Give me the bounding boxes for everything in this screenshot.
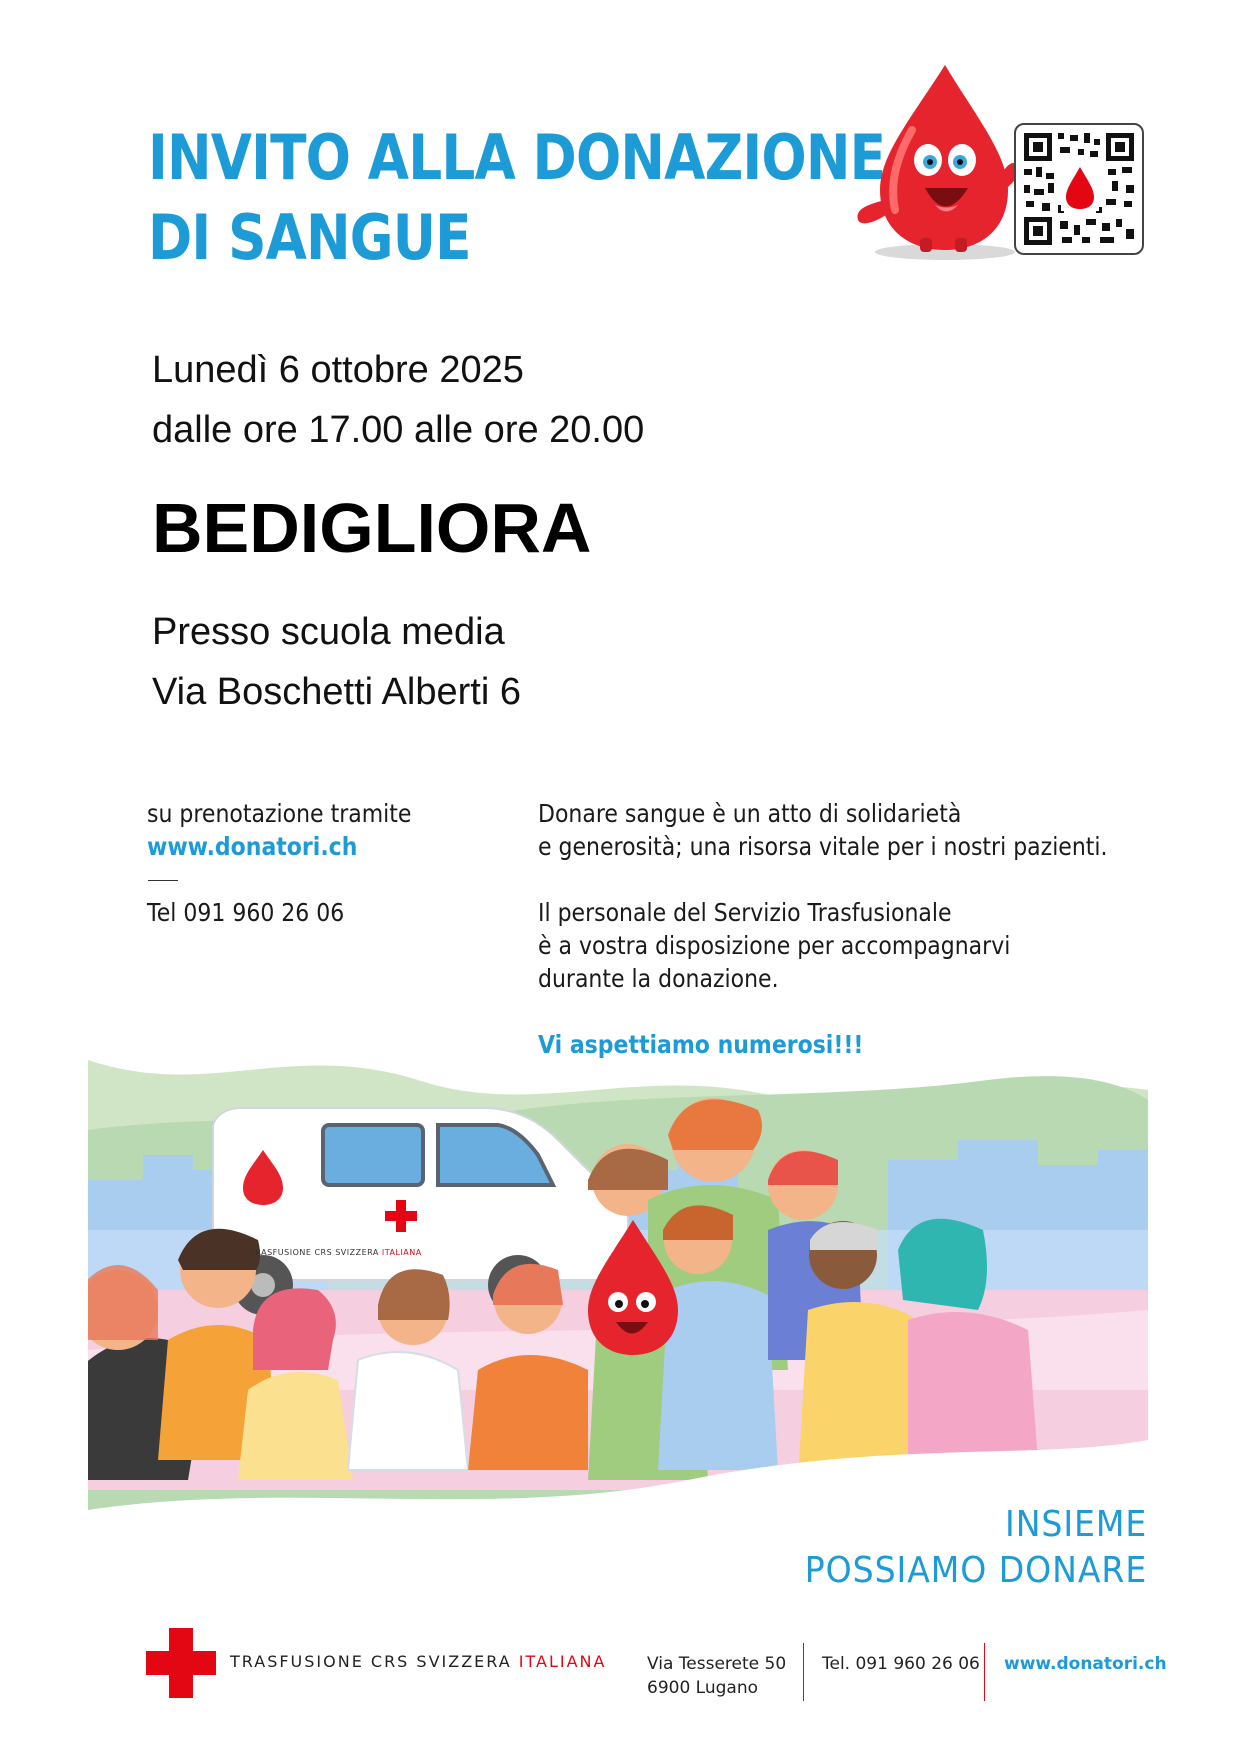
event-time: dalle ore 17.00 alle ore 20.00 [152,409,645,451]
footer-org-accent: ITALIANA [518,1652,607,1671]
footer-website-link[interactable]: www.donatori.ch [1004,1654,1167,1674]
footer-divider-1 [803,1643,804,1701]
donors-illustration [88,1040,1168,1560]
van-label [250,1248,422,1257]
footer-org-main: TRASFUSIONE CRS SVIZZERA [230,1652,512,1671]
event-date: Lunedì 6 ottobre 2025 [152,349,524,391]
qr-code-icon[interactable] [1014,123,1144,255]
info-p2-line1: Il personale del Servizio Trasfusionale [538,898,952,927]
footer-divider-2 [984,1643,985,1701]
booking-phone: Tel 091 960 26 06 [147,898,345,927]
title-line-1: INVITO ALLA DONAZIONE [148,121,886,194]
van-label-accent: ITALIANA [381,1248,422,1257]
footer-phone: Tel. 091 960 26 06 [822,1654,980,1674]
booking-link[interactable]: www.donatori.ch [147,832,358,861]
slogan [805,1502,1147,1594]
info-paragraph-1 [538,797,1108,863]
info-paragraph-2 [538,896,1108,995]
slogan-line-2: POSSIAMO DONARE [804,1550,1147,1591]
event-venue: Presso scuola media [152,611,505,653]
footer-organization [230,1652,606,1671]
footer-address-line1: Via Tesserete 50 [647,1654,787,1674]
event-location: BEDIGLIORA [152,489,592,567]
footer-address [647,1652,786,1700]
event-address: Via Boschetti Alberti 6 [152,671,521,713]
call-to-action: Vi aspettiamo numerosi!!! [538,1030,864,1059]
slogan-line-1: INSIEME [1004,1504,1147,1545]
footer-address-line2: 6900 Lugano [647,1678,758,1698]
blood-drop-mascot-icon [850,60,1020,260]
info-p1-line2: e generosità; una risorsa vitale per i nostri pazienti. [538,832,1108,861]
info-p2-line2: è a vostra disposizione per accompagnarvi [538,931,1011,960]
event-datetime [152,340,644,460]
red-cross-logo-icon [146,1628,216,1698]
event-address-block [152,602,521,722]
booking-intro: su prenotazione tramite [147,799,412,828]
info-p2-line3: durante la donazione. [538,964,779,993]
booking-info [147,797,411,863]
page-title [148,118,886,278]
van-label-main: TRASFUSIONE CRS SVIZZERA [250,1248,379,1257]
info-p1-line1: Donare sangue è un atto di solidarietà [538,799,962,828]
title-line-2: DI SANGUE [148,201,471,274]
divider [148,880,178,881]
